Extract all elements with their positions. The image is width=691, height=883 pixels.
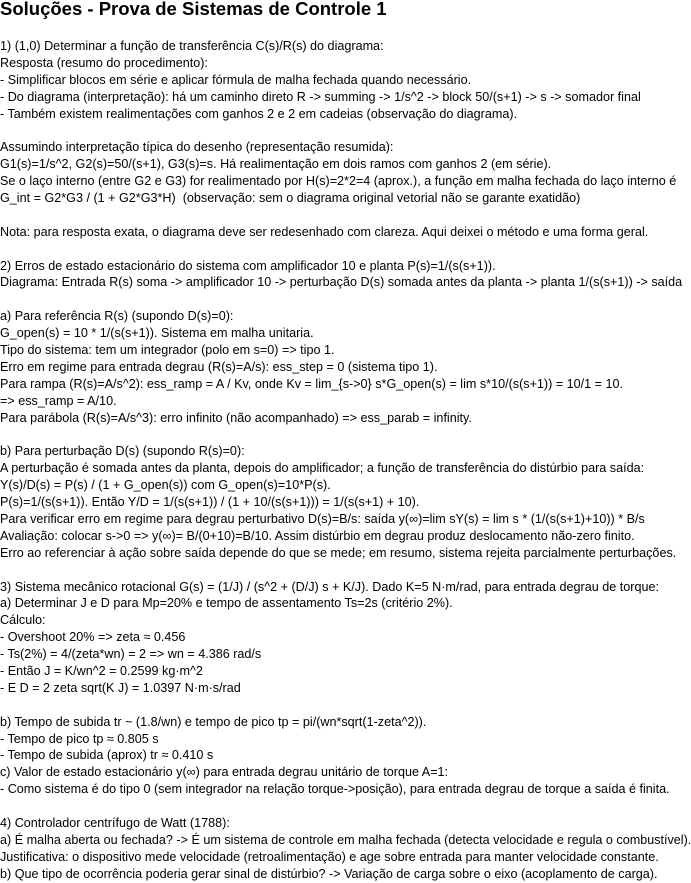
text-line: b) Tempo de subida tr ~ (1.8/wn) e tempo de pico tp = pi/(wn*sqrt(1-zeta^2)). xyxy=(0,714,427,729)
text-line: Erro ao referenciar à ação sobre saída depende do que se mede; em resumo, sistema rejeita parcialmente perturbações. xyxy=(0,545,677,560)
blank-line xyxy=(0,562,691,579)
text-line: 2) Erros de estado estacionário do sistema com amplificador 10 e planta P(s)=1/(s(s+1)). xyxy=(0,258,496,273)
text-line: 1) (1,0) Determinar a função de transferência C(s)/R(s) do diagrama: xyxy=(0,39,384,53)
document-title: Soluções - Prova de Sistemas de Controle 1 xyxy=(0,0,387,19)
text-line: - Tempo de pico tp ≈ 0.805 s xyxy=(0,731,159,746)
text-line: - Como sistema é do tipo 0 (sem integrador na relação torque->posição), para entrada degrau de torque a saída é finita. xyxy=(0,782,670,797)
text-line: Nota: para resposta exata, o diagrama deve ser redesenhado com clareza. Aqui deixei o método e uma forma geral. xyxy=(0,224,649,239)
blank-line xyxy=(0,697,691,714)
text-line: - Também existem realimentações com ganhos 2 e 2 em cadeias (observação do diagrama). xyxy=(0,106,518,121)
blank-line xyxy=(0,798,691,815)
text-line: Assumindo interpretação típica do desenho (representação resumida): xyxy=(0,140,394,155)
blank-line xyxy=(0,426,691,443)
blank-line xyxy=(0,207,691,224)
text-line: - Ts(2%) = 4/(zeta*wn) = 2 => wn = 4.386 rad/s xyxy=(0,647,262,662)
text-line: Y(s)/D(s) = P(s) / (1 + G_open(s)) com G_open(s)=10*P(s). xyxy=(0,478,331,493)
text-line: Cálculo: xyxy=(0,613,46,628)
blank-line xyxy=(0,122,691,139)
blank-line xyxy=(0,291,691,308)
text-line: Para verificar erro em regime para degrau perturbativo D(s)=B/s: saída y(∞)=lim sY(s) = lim s * (1/(s(s+1)+10)) * B/s xyxy=(0,511,645,526)
text-line: A perturbação é somada antes da planta, depois do amplificador; a função de transferência do distúrbio para saída: xyxy=(0,461,645,476)
text-line: G_int = G2*G3 / (1 + G2*G3*H) (observação: sem o diagrama original vetorial não se garante exatidão) xyxy=(0,191,581,206)
text-line: a) É malha aberta ou fechada? -> É um sistema de controle em malha fechada (detecta velocidade e regula o combustível). xyxy=(0,832,691,847)
text-line: G_open(s) = 10 * 1/(s(s+1)). Sistema em malha unitaria. xyxy=(0,326,314,341)
text-line: c) Valor de estado estacionário y(∞) para entrada degrau unitário de torque A=1: xyxy=(0,765,449,780)
text-line: Erro em regime para entrada degrau (R(s)=A/s): ess_step = 0 (sistema tipo 1). xyxy=(0,359,438,374)
text-line: b) Que tipo de ocorrência poderia gerar sinal de distúrbio? -> Variação de carga sobre o eixo (acoplamento de carga). xyxy=(0,866,658,881)
text-line: => ess_ramp = A/10. xyxy=(0,393,117,408)
text-line: - Overshoot 20% => zeta ≈ 0.456 xyxy=(0,630,186,645)
text-line: b) Para perturbação D(s) (supondo R(s)=0): xyxy=(0,444,245,459)
text-line: - Do diagrama (interpretação): há um caminho direto R -> summing -> 1/s^2 -> block 50/(s+1) -> s -> somador final xyxy=(0,89,641,104)
text-line: 3) Sistema mecânico rotacional G(s) = (1/J) / (s^2 + (D/J) s + K/J). Dado K=5 N·m/rad, para entrada degrau de torque: xyxy=(0,579,659,594)
text-line: Tipo do sistema: tem um integrador (polo em s=0) => tipo 1. xyxy=(0,343,335,358)
text-line: - Simplificar blocos em série e aplicar fórmula de malha fechada quando necessário. xyxy=(0,72,472,87)
text-line: Para parábola (R(s)=A/s^3): erro infinito (não acompanhado) => ess_parab = infinity. xyxy=(0,410,472,425)
blank-line xyxy=(0,241,691,258)
text-line: P(s)=1/(s(s+1)). Então Y/D = 1/(s(s+1)) / (1 + 10/(s(s+1))) = 1/(s(s+1) + 10). xyxy=(0,495,420,510)
text-line: Justificativa: o dispositivo mede velocidade (retroalimentação) e age sobre entrada para manter velocidade constante. xyxy=(0,849,659,864)
text-line: a) Determinar J e D para Mp=20% e tempo de assentamento Ts=2s (critério 2%). xyxy=(0,596,453,611)
text-line: - Tempo de subida (aprox) tr ≈ 0.410 s xyxy=(0,748,214,763)
text-line: - Então J = K/wn^2 = 0.2599 kg·m^2 xyxy=(0,663,203,678)
text-line: 4) Controlador centrífugo de Watt (1788): xyxy=(0,815,230,830)
text-line: Para rampa (R(s)=A/s^2): ess_ramp = A / Kv, onde Kv = lim_{s->0} s*G_open(s) = lim s*10/(s(s+1)) = 10/1 = 10. xyxy=(0,376,624,391)
text-line: Diagrama: Entrada R(s) soma -> amplificador 10 -> perturbação D(s) somada antes da planta -> planta 1/(s(s+1)) -> saída xyxy=(0,275,683,290)
text-line: G1(s)=1/s^2, G2(s)=50/(s+1), G3(s)=s. Há realimentação em dois ramos com ganhos 2 (em série). xyxy=(0,157,552,172)
text-line: Avaliação: colocar s->0 => y(∞)= B/(0+10)=B/10. Assim distúrbio em degrau produz deslocamento não-zero finito. xyxy=(0,528,635,543)
text-line: Se o laço interno (entre G2 e G3) for realimentado por H(s)=2*2=4 (aprox.), a função em malha fechada do laço interno é xyxy=(0,174,677,189)
text-line: - E D = 2 zeta sqrt(K J) = 1.0397 N·m·s/rad xyxy=(0,680,241,695)
document-body xyxy=(0,38,691,883)
text-line: a) Para referência R(s) (supondo D(s)=0): xyxy=(0,309,234,324)
text-line: Resposta (resumo do procedimento): xyxy=(0,55,208,70)
